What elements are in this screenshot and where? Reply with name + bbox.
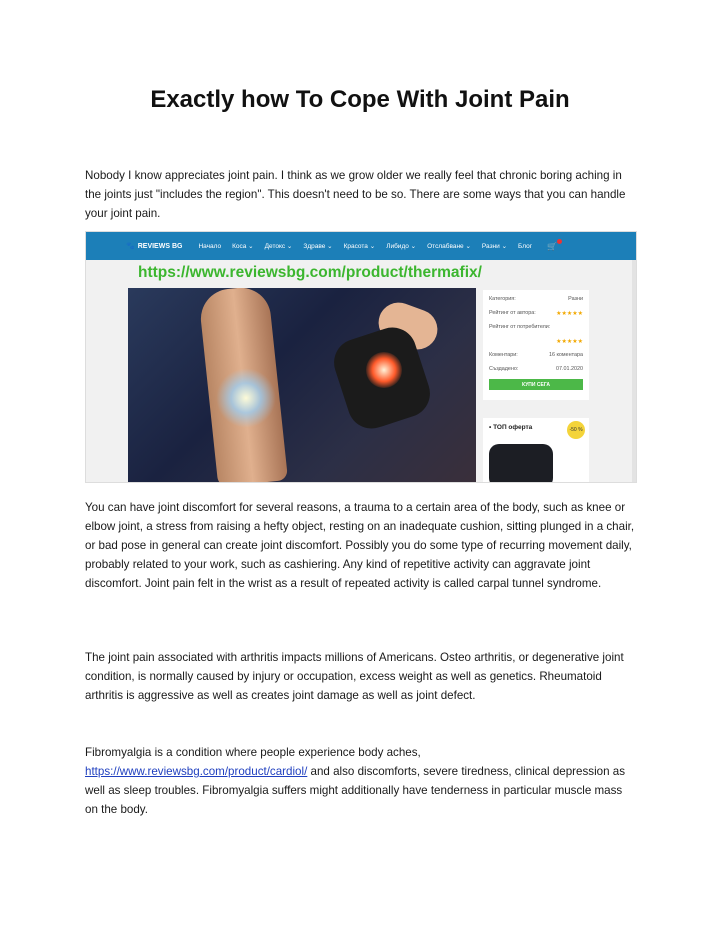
knee-pain-photo	[128, 288, 476, 483]
nav-item[interactable]: Начало	[198, 242, 222, 250]
scrollbar[interactable]	[632, 260, 636, 483]
paragraph-arthritis: The joint pain associated with arthritis impacts millions of Americans. Osteo arthritis, or degenerative joint condition, is normally caused by injury or occupation, excess weight as well as genetics. Rheumatoid arthritis is aggressive as well as creates joint damage as well as joint defect.	[85, 651, 624, 702]
info-row	[489, 310, 583, 317]
product-link[interactable]: https://www.reviewsbg.com/product/cardiol/	[85, 765, 308, 778]
info-value: 16 коментара	[549, 352, 583, 358]
info-row	[489, 296, 583, 302]
info-value: 07.01.2020	[556, 365, 583, 372]
brace-heat-glow	[366, 352, 402, 388]
nav-item[interactable]: Коса ⌄	[232, 243, 254, 250]
site-logo	[126, 242, 182, 250]
user-rating-stars: ★★★★★	[556, 338, 583, 345]
info-row	[489, 338, 583, 345]
nav-item[interactable]: Отслабване ⌄	[427, 243, 471, 250]
nav-item[interactable]: Либидо ⌄	[386, 243, 417, 250]
info-row	[489, 352, 583, 358]
info-label: Коментари:	[489, 352, 518, 358]
product-url-banner: https://www.reviewsbg.com/product/thermafix/	[138, 264, 482, 281]
nav-item[interactable]: Здраве ⌄	[303, 243, 333, 250]
cart-count-dot	[557, 239, 562, 244]
info-label: Категория:	[489, 296, 516, 302]
page-title: Exactly how To Cope With Joint Pain	[150, 86, 570, 113]
nav-item[interactable]: Детокс ⌄	[264, 243, 293, 250]
info-label: Рейтинг от автора:	[489, 309, 536, 316]
nav-item[interactable]: Красота ⌄	[343, 243, 376, 250]
info-row	[489, 366, 583, 372]
nav-item[interactable]: Блог	[518, 242, 533, 250]
site-nav-bar	[86, 232, 637, 260]
paragraph-intro: Nobody I know appreciates joint pain. I think as we grow older we really feel that chronic boring aching in the joints just "includes the region". This doesn't need to be so. There are some ways that you can handle your joint pain.	[85, 169, 626, 220]
product-info-panel	[483, 290, 589, 400]
offer-product-image[interactable]	[489, 444, 553, 483]
top-offer-panel	[483, 418, 589, 483]
info-value: Разни	[568, 296, 583, 302]
paragraph-text: and also discomforts, severe tiredness, clinical depression as well as sleep troubles. Fibromyalgia suffers might additionally have tenderness in particular muscle mass on the body.	[85, 765, 626, 816]
info-row	[489, 324, 583, 330]
buy-now-button[interactable]: КУПИ СЕГА	[489, 379, 583, 390]
product-screenshot-figure	[85, 231, 637, 483]
top-offer-label: • ТОП оферта	[489, 424, 533, 431]
cart-glyph: 🛒	[547, 241, 558, 251]
cart-icon[interactable]	[547, 242, 557, 251]
author-rating-stars: ★★★★★	[556, 310, 583, 317]
paw-icon: 🐾	[126, 243, 135, 250]
discount-badge: -50 %	[567, 421, 585, 439]
paragraph-text: Fibromyalgia is a condition where people experience body aches,	[85, 746, 421, 759]
knee-glow	[216, 368, 276, 428]
site-logo-text: REVIEWS BG	[137, 242, 183, 250]
paragraph-causes: You can have joint discomfort for several reasons, a trauma to a certain area of the body, such as knee or elbow joint, a stress from raising a hefty object, resting on an inadequate cushion, sitting plunged in a chair, or bad pose in general can create joint discomfort. Possibly you do some type of recurring movement daily, probably related to your work, such as cashiering. Any kind of repetitive activity can aggravate joint discomfort. Joint pain felt in the wrist as a result of repeated activity is called carpal tunnel syndrome.	[85, 501, 635, 590]
info-label: Рейтинг от потребители:	[489, 324, 551, 330]
info-label: Създадено:	[489, 365, 519, 372]
paragraph-fibromyalgia	[85, 743, 637, 819]
nav-item[interactable]: Разни ⌄	[481, 243, 508, 250]
